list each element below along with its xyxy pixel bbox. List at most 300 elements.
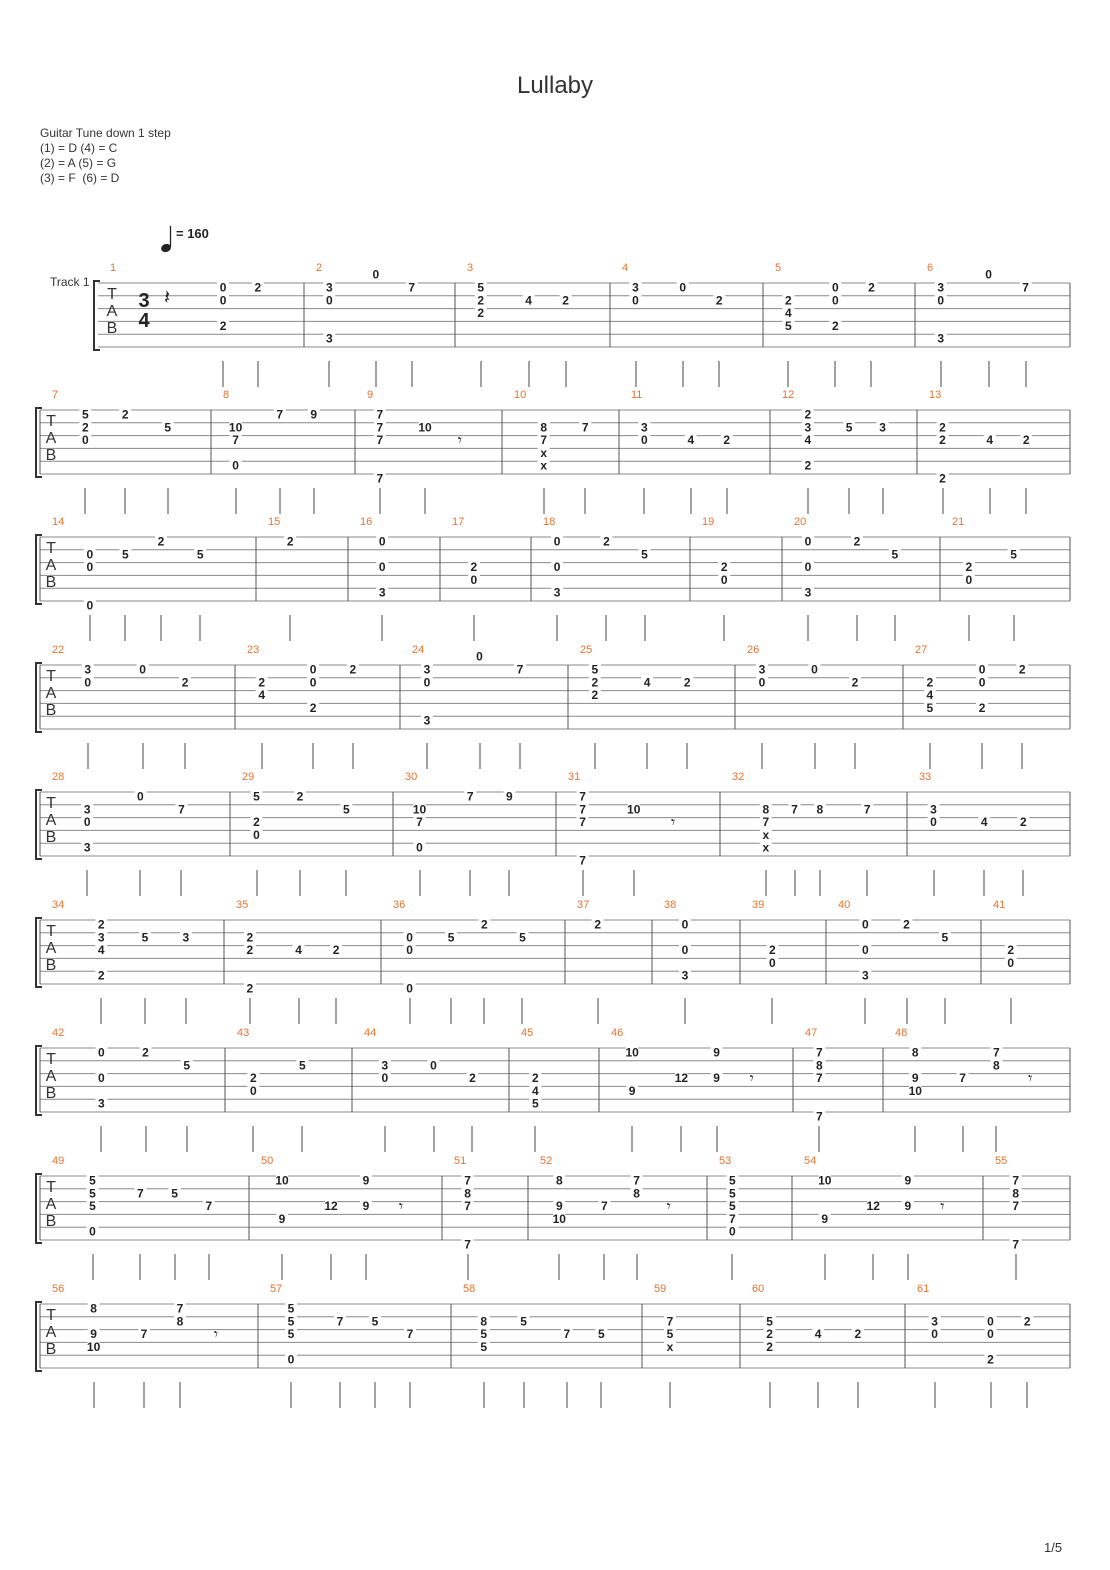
fret-number: 0 bbox=[232, 458, 239, 473]
measure bbox=[270, 1283, 416, 1408]
fret-number: 0 bbox=[430, 1058, 437, 1073]
fret-number: 8 bbox=[464, 1186, 471, 1201]
measure bbox=[223, 389, 320, 514]
fret-number: 8 bbox=[911, 1045, 919, 1060]
tempo-bpm: = 160 bbox=[176, 226, 209, 241]
fret-number: 7 bbox=[140, 1327, 148, 1342]
measure bbox=[360, 516, 388, 641]
fret-number: 5 bbox=[287, 1327, 295, 1342]
fret-number: 0 bbox=[831, 280, 839, 295]
fret-number: 2 bbox=[349, 662, 357, 677]
system-bracket bbox=[94, 281, 100, 350]
fret-number: 3 bbox=[423, 713, 431, 728]
fret-number: 5 bbox=[480, 1327, 488, 1342]
fret-number: 9 bbox=[628, 1083, 636, 1098]
fret-number: 10 bbox=[908, 1083, 922, 1098]
measure bbox=[664, 899, 691, 1024]
measure bbox=[110, 262, 264, 387]
fret-number: 8 bbox=[555, 1173, 563, 1188]
fret-number: 0 bbox=[309, 662, 317, 677]
fret-number: 4 bbox=[258, 688, 266, 703]
measure bbox=[236, 899, 342, 1024]
fret-number: 7 bbox=[408, 280, 416, 295]
fret-number: 5 bbox=[520, 1314, 527, 1329]
fret-number: 0 bbox=[381, 1071, 389, 1086]
tab-clef-letter: T bbox=[46, 413, 56, 430]
tab-clef-letter: B bbox=[45, 702, 57, 719]
fret-number: 2 bbox=[1023, 1314, 1031, 1329]
measure bbox=[580, 644, 693, 769]
measure bbox=[747, 644, 861, 769]
tab-clef-letter: A bbox=[106, 303, 118, 320]
measure-number: 13 bbox=[929, 389, 942, 401]
fret-number: 7 bbox=[1012, 1237, 1020, 1252]
fret-number: 3 bbox=[553, 585, 561, 600]
fret-number: 7 bbox=[579, 789, 586, 804]
measure-number: 19 bbox=[702, 516, 715, 528]
fret-number: 0 bbox=[862, 943, 869, 958]
measure-number: 14 bbox=[52, 516, 65, 528]
fret-number: 7 bbox=[579, 853, 586, 868]
measure-number: 43 bbox=[237, 1027, 250, 1039]
measure bbox=[927, 262, 1032, 387]
time-signature-top: 3 bbox=[138, 290, 150, 312]
fret-number: 0 bbox=[309, 675, 317, 690]
fret-number: 2 bbox=[785, 293, 792, 308]
page-number: 1/5 bbox=[1044, 1540, 1063, 1555]
fret-number: 5 bbox=[287, 1301, 295, 1316]
staff-system bbox=[36, 516, 1070, 641]
measure bbox=[794, 516, 901, 641]
fret-number: 5 bbox=[941, 930, 949, 945]
measure bbox=[514, 389, 591, 514]
fret-number: 2 bbox=[332, 943, 340, 958]
fret-number: 3 bbox=[931, 1314, 938, 1329]
system-bracket bbox=[36, 408, 42, 477]
system-bracket bbox=[36, 918, 42, 987]
measure-number: 11 bbox=[631, 389, 643, 401]
measure-number: 45 bbox=[521, 1027, 534, 1039]
measure-number: 16 bbox=[360, 516, 373, 528]
fret-number: 7 bbox=[601, 1199, 608, 1214]
fret-number: 0 bbox=[758, 675, 766, 690]
fret-number: 7 bbox=[516, 662, 524, 677]
fret-number: 4 bbox=[295, 943, 302, 958]
measure bbox=[52, 899, 192, 1024]
fret-number: 2 bbox=[603, 534, 610, 549]
fret-number: 5 bbox=[666, 1327, 674, 1342]
fret-number: 0 bbox=[681, 917, 689, 932]
fret-number: 0 bbox=[553, 560, 561, 575]
measure-number: 26 bbox=[747, 644, 760, 656]
fret-number: 8 bbox=[1012, 1186, 1020, 1201]
fret-number: 2 bbox=[250, 1071, 257, 1086]
fret-number: 2 bbox=[142, 1045, 149, 1060]
fret-number: 7 bbox=[563, 1327, 571, 1342]
measure bbox=[242, 771, 352, 896]
measure bbox=[805, 1027, 825, 1152]
fret-number: 5 bbox=[785, 318, 792, 333]
eighth-rest-icon: 𝄾 bbox=[213, 1326, 219, 1344]
measure-number: 34 bbox=[52, 899, 65, 911]
fret-number: 7 bbox=[863, 802, 871, 817]
tab-clef-letter: B bbox=[45, 1085, 57, 1102]
measure-number: 7 bbox=[52, 389, 59, 401]
fret-number: 2 bbox=[766, 1327, 773, 1342]
fret-number: 0 bbox=[84, 675, 92, 690]
fret-number: 0 bbox=[987, 1314, 994, 1329]
fret-number: 5 bbox=[447, 930, 455, 945]
fret-number: 3 bbox=[632, 280, 639, 295]
fret-number: 7 bbox=[466, 789, 474, 804]
measure-number: 39 bbox=[752, 899, 765, 911]
measure-number: 4 bbox=[622, 262, 629, 274]
tuning-line: (1) = D (4) = C bbox=[40, 141, 118, 155]
measure-number: 18 bbox=[543, 516, 556, 528]
fret-number: 2 bbox=[121, 407, 129, 422]
fret-number: 0 bbox=[720, 572, 728, 587]
score-title: Lullaby bbox=[516, 72, 594, 99]
fret-number: 5 bbox=[891, 547, 899, 562]
measure bbox=[915, 644, 1028, 769]
fret-number: 9 bbox=[90, 1327, 97, 1342]
fret-number: 7 bbox=[1022, 280, 1029, 295]
measure bbox=[919, 771, 1029, 896]
fret-number: 5 bbox=[253, 789, 260, 804]
fret-number: 2 bbox=[477, 306, 485, 321]
measure bbox=[237, 1027, 308, 1152]
tab-clef-letter: B bbox=[45, 1341, 57, 1358]
tab-clef-letter: A bbox=[45, 685, 57, 702]
fret-number: 2 bbox=[851, 675, 859, 690]
fret-number: 0 bbox=[978, 662, 986, 677]
fret-number: x bbox=[762, 840, 770, 855]
fret-number: 3 bbox=[930, 802, 937, 817]
fret-number: 5 bbox=[299, 1058, 306, 1073]
measure-number: 17 bbox=[452, 516, 465, 528]
fret-number: 2 bbox=[480, 917, 488, 932]
fret-number: 0 bbox=[325, 293, 333, 308]
measure-number: 21 bbox=[952, 516, 965, 528]
measure bbox=[782, 389, 889, 514]
fret-number: 2 bbox=[181, 675, 189, 690]
measure-number: 40 bbox=[838, 899, 851, 911]
measure-number: 28 bbox=[52, 771, 65, 783]
fret-number: 0 bbox=[139, 662, 146, 677]
measure bbox=[463, 1283, 607, 1408]
system-bracket bbox=[36, 1046, 42, 1115]
fret-number: 0 bbox=[470, 572, 478, 587]
measure bbox=[52, 389, 174, 514]
fret-number: 0 bbox=[219, 280, 227, 295]
tab-clef-letter: T bbox=[46, 1307, 56, 1324]
measure bbox=[993, 899, 1017, 1024]
fret-number: 2 bbox=[246, 943, 254, 958]
fret-number: 3 bbox=[640, 420, 648, 435]
fret-number: 0 bbox=[804, 534, 812, 549]
tab-clef-letter: B bbox=[45, 829, 57, 846]
measure-number: 48 bbox=[895, 1027, 908, 1039]
eighth-rest-icon: 𝄾 bbox=[749, 1070, 754, 1088]
staff-system bbox=[94, 262, 1070, 387]
measure-number: 3 bbox=[467, 262, 474, 274]
eighth-rest-icon: 𝄾 bbox=[940, 1198, 945, 1216]
fret-number: 5 bbox=[729, 1186, 736, 1201]
fret-number: 0 bbox=[862, 917, 869, 932]
tab-clef-letter: A bbox=[45, 430, 57, 447]
fret-number: 7 bbox=[376, 471, 384, 486]
fret-number: 9 bbox=[362, 1199, 370, 1214]
fret-number: 5 bbox=[89, 1186, 96, 1201]
fret-number: 4 bbox=[97, 943, 105, 958]
fret-number: 9 bbox=[713, 1071, 720, 1086]
fret-number: 2 bbox=[965, 560, 973, 575]
fret-number: 3 bbox=[97, 930, 105, 945]
measure-number: 10 bbox=[514, 389, 527, 401]
fret-number: 2 bbox=[470, 560, 478, 575]
measure-number: 35 bbox=[236, 899, 249, 911]
measure-number: 50 bbox=[261, 1155, 274, 1167]
fret-number: 2 bbox=[1007, 943, 1015, 958]
tab-clef-letter: T bbox=[46, 923, 56, 940]
measure-number: 46 bbox=[611, 1027, 624, 1039]
fret-number: 3 bbox=[325, 331, 333, 346]
fret-number: 3 bbox=[862, 968, 869, 983]
fret-number: 4 bbox=[926, 688, 934, 703]
fret-number: 0 bbox=[86, 598, 94, 613]
measure-number: 24 bbox=[412, 644, 425, 656]
measure bbox=[52, 771, 187, 896]
system-bracket bbox=[36, 1302, 42, 1371]
fret-number: 5 bbox=[519, 930, 526, 945]
system-bracket bbox=[36, 790, 42, 859]
fret-number: 8 bbox=[90, 1301, 97, 1316]
eighth-rest-icon: 𝄾 bbox=[670, 814, 676, 832]
measure bbox=[719, 1155, 738, 1280]
tab-clef-letter: B bbox=[45, 447, 57, 464]
fret-number: x bbox=[540, 458, 548, 473]
fret-number: 7 bbox=[993, 1045, 1000, 1060]
fret-number: 0 bbox=[219, 293, 227, 308]
measure-number: 2 bbox=[316, 262, 323, 274]
fret-number: 4 bbox=[525, 293, 532, 308]
measure-number: 15 bbox=[268, 516, 281, 528]
fret-number: 5 bbox=[729, 1199, 736, 1214]
measure bbox=[611, 1027, 754, 1152]
fret-number: 2 bbox=[987, 1352, 994, 1367]
fret-number: 2 bbox=[903, 917, 910, 932]
fret-number: 2 bbox=[296, 789, 304, 804]
tuning-line: (3) = F (6) = D bbox=[40, 171, 120, 185]
fret-number: 7 bbox=[666, 1314, 674, 1329]
measure-number: 22 bbox=[52, 644, 65, 656]
measure bbox=[917, 1283, 1033, 1408]
fret-number: 9 bbox=[821, 1211, 829, 1226]
measure bbox=[367, 389, 462, 514]
fret-number: 2 bbox=[469, 1071, 476, 1086]
fret-number: 8 bbox=[540, 420, 548, 435]
fret-number: 12 bbox=[324, 1199, 338, 1214]
fret-number: 0 bbox=[98, 1045, 105, 1060]
tab-clef-letter: A bbox=[45, 1196, 57, 1213]
fret-number: 4 bbox=[804, 433, 812, 448]
fret-number: 5 bbox=[845, 420, 853, 435]
fret-number: 2 bbox=[532, 1071, 539, 1086]
fret-number: 0 bbox=[553, 534, 561, 549]
fret-number: 5 bbox=[164, 420, 172, 435]
fret-number: 10 bbox=[418, 420, 432, 435]
fret-number: 2 bbox=[1022, 433, 1030, 448]
measure bbox=[929, 389, 1032, 514]
fret-number: 0 bbox=[372, 267, 380, 282]
fret-number: 0 bbox=[81, 433, 89, 448]
measure-number: 52 bbox=[540, 1155, 553, 1167]
measure bbox=[268, 516, 296, 641]
fret-number: 2 bbox=[723, 433, 731, 448]
fret-number: 2 bbox=[683, 675, 691, 690]
measure-number: 42 bbox=[52, 1027, 65, 1039]
fret-number: x bbox=[540, 445, 548, 460]
eighth-rest-icon: 𝄾 bbox=[1028, 1070, 1033, 1088]
track-label: Track 1 bbox=[50, 275, 90, 289]
measure bbox=[452, 516, 480, 641]
fret-number: 3 bbox=[84, 662, 92, 677]
fret-number: 3 bbox=[804, 420, 812, 435]
fret-number: 5 bbox=[477, 280, 485, 295]
measure bbox=[467, 262, 572, 387]
fret-number: 8 bbox=[816, 802, 824, 817]
fret-number: 2 bbox=[97, 917, 105, 932]
fret-number: 4 bbox=[643, 675, 651, 690]
measure-number: 9 bbox=[367, 389, 374, 401]
tab-clef-letter: A bbox=[45, 1068, 57, 1085]
fret-number: 7 bbox=[1012, 1173, 1020, 1188]
fret-number: 7 bbox=[276, 407, 284, 422]
fret-number: 0 bbox=[931, 1327, 938, 1342]
fret-number: 2 bbox=[246, 930, 254, 945]
measure-number: 30 bbox=[405, 771, 418, 783]
measure-number: 60 bbox=[752, 1283, 765, 1295]
staff-system bbox=[36, 389, 1070, 514]
system-bracket bbox=[36, 1174, 42, 1243]
tab-clef-letter: B bbox=[45, 574, 57, 591]
fret-number: 0 bbox=[137, 789, 144, 804]
fret-number: 5 bbox=[171, 1186, 178, 1201]
fret-number: 7 bbox=[729, 1211, 736, 1226]
measure bbox=[752, 1283, 864, 1408]
fret-number: 10 bbox=[228, 420, 243, 435]
measure bbox=[405, 771, 515, 896]
fret-number: 7 bbox=[540, 433, 548, 448]
fret-number: 0 bbox=[416, 840, 423, 855]
fret-number: 0 bbox=[476, 649, 483, 664]
measure bbox=[540, 1155, 671, 1280]
fret-number: 8 bbox=[762, 802, 770, 817]
fret-number: 7 bbox=[816, 1109, 823, 1124]
fret-number: 3 bbox=[937, 280, 945, 295]
fret-number: 2 bbox=[853, 534, 861, 549]
fret-number: 2 bbox=[591, 688, 599, 703]
fret-number: 9 bbox=[278, 1211, 286, 1226]
fret-number: 7 bbox=[464, 1199, 471, 1214]
measure-number: 1 bbox=[110, 262, 117, 274]
measure-number: 37 bbox=[577, 899, 590, 911]
tab-clef-letter: A bbox=[45, 940, 57, 957]
fret-number: 0 bbox=[729, 1224, 736, 1239]
tab-clef-letter: B bbox=[45, 957, 57, 974]
measure-number: 25 bbox=[580, 644, 593, 656]
fret-number: 7 bbox=[816, 1071, 823, 1086]
fret-number: 2 bbox=[219, 318, 227, 333]
fret-number: 3 bbox=[325, 280, 333, 295]
fret-number: 10 bbox=[412, 802, 427, 817]
fret-number: 2 bbox=[939, 420, 946, 435]
measure bbox=[952, 516, 1020, 641]
fret-number: 7 bbox=[137, 1186, 144, 1201]
fret-number: 2 bbox=[1020, 815, 1027, 830]
fret-number: 9 bbox=[362, 1173, 370, 1188]
fret-number: 0 bbox=[378, 560, 386, 575]
measure-number: 57 bbox=[270, 1283, 283, 1295]
measure bbox=[52, 1155, 215, 1280]
staff-system bbox=[36, 1283, 1070, 1408]
fret-number: 0 bbox=[83, 815, 91, 830]
fret-number: 2 bbox=[769, 943, 776, 958]
eighth-rest-icon: 𝄾 bbox=[666, 1198, 671, 1216]
staff-system bbox=[36, 899, 1070, 1024]
fret-number: 0 bbox=[86, 560, 94, 575]
measure-number: 33 bbox=[919, 771, 932, 783]
fret-number: 4 bbox=[980, 815, 988, 830]
measure-number: 49 bbox=[52, 1155, 65, 1167]
measure-number: 27 bbox=[915, 644, 928, 656]
measure bbox=[838, 899, 951, 1024]
fret-number: 0 bbox=[89, 1224, 96, 1239]
tab-clef-letter: B bbox=[106, 320, 118, 337]
fret-number: 0 bbox=[406, 943, 413, 958]
staff-system bbox=[36, 771, 1070, 896]
fret-number: 2 bbox=[309, 700, 317, 715]
tab-clef-letter: A bbox=[45, 812, 57, 829]
fret-number: 0 bbox=[378, 534, 386, 549]
fret-number: 3 bbox=[937, 331, 945, 346]
measure bbox=[52, 1283, 218, 1408]
measure-number: 20 bbox=[794, 516, 807, 528]
fret-number: 0 bbox=[811, 662, 818, 677]
fret-number: 7 bbox=[633, 1173, 640, 1188]
fret-number: 10 bbox=[275, 1173, 289, 1188]
tab-clef-letter: B bbox=[45, 1213, 57, 1230]
measure-number: 51 bbox=[454, 1155, 467, 1167]
measure-number: 38 bbox=[664, 899, 677, 911]
fret-number: 2 bbox=[253, 815, 260, 830]
fret-number: 2 bbox=[831, 318, 839, 333]
fret-number: 3 bbox=[681, 968, 689, 983]
system-bracket bbox=[36, 663, 42, 732]
measure bbox=[412, 644, 526, 769]
fret-number: 2 bbox=[715, 293, 723, 308]
measure bbox=[622, 262, 725, 387]
fret-number: 7 bbox=[336, 1314, 344, 1329]
fret-number: 2 bbox=[246, 981, 254, 996]
measure-number: 6 bbox=[927, 262, 934, 274]
fret-number: 10 bbox=[86, 1339, 101, 1354]
measure bbox=[521, 1027, 541, 1152]
fret-number: 2 bbox=[477, 293, 485, 308]
measure bbox=[732, 771, 873, 896]
fret-number: 5 bbox=[81, 407, 89, 422]
fret-number: 0 bbox=[640, 433, 648, 448]
